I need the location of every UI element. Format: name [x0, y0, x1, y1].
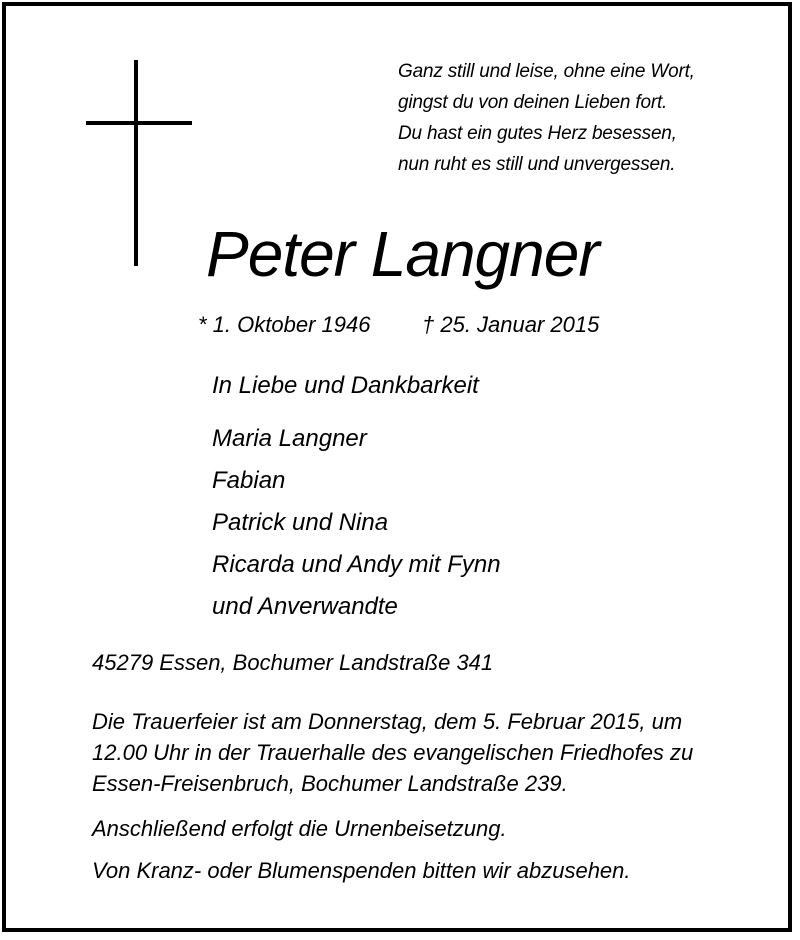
address: 45279 Essen, Bochumer Landstraße 341 [92, 650, 494, 675]
flowers-note: Von Kranz- oder Blumenspenden bitten wir abzusehen. [92, 858, 631, 883]
birth-date: * 1. Oktober 1946 [198, 312, 371, 337]
ceremony-line: Essen-Freisenbruch, Bochumer Landstraße 239. [92, 771, 568, 796]
poem-line: gingst du von deinen Lieben fort. [398, 92, 668, 113]
dedication: In Liebe und Dankbarkeit [212, 372, 479, 399]
mourner-name: Fabian [212, 467, 286, 494]
deceased-name: Peter Langner [206, 218, 599, 290]
urn-note: Anschließend erfolgt die Urnenbeisetzung. [92, 816, 507, 841]
mourner-name: Maria Langner [212, 425, 367, 452]
ceremony-notice [92, 706, 772, 799]
poem-line: nun ruht es still und unvergessen. [398, 154, 676, 175]
poem-line: Du hast ein gutes Herz besessen, [398, 123, 677, 144]
mourner-name: Ricarda und Andy mit Fynn [212, 551, 501, 578]
mourners-list [212, 418, 501, 628]
ceremony-line: 12.00 Uhr in der Trauerhalle des evangelischen Friedhofes zu [92, 740, 694, 765]
poem [398, 56, 758, 180]
cross-vertical-bar [134, 60, 138, 266]
ceremony-line: Die Trauerfeier ist am Donnerstag, dem 5. Februar 2015, um [92, 709, 683, 734]
mourner-name: und Anverwandte [212, 593, 398, 620]
poem-line: Ganz still und leise, ohne eine Wort, [398, 61, 695, 82]
cross-horizontal-bar [86, 121, 192, 125]
mourner-name: Patrick und Nina [212, 509, 389, 536]
death-date: † 25. Januar 2015 [422, 312, 600, 337]
